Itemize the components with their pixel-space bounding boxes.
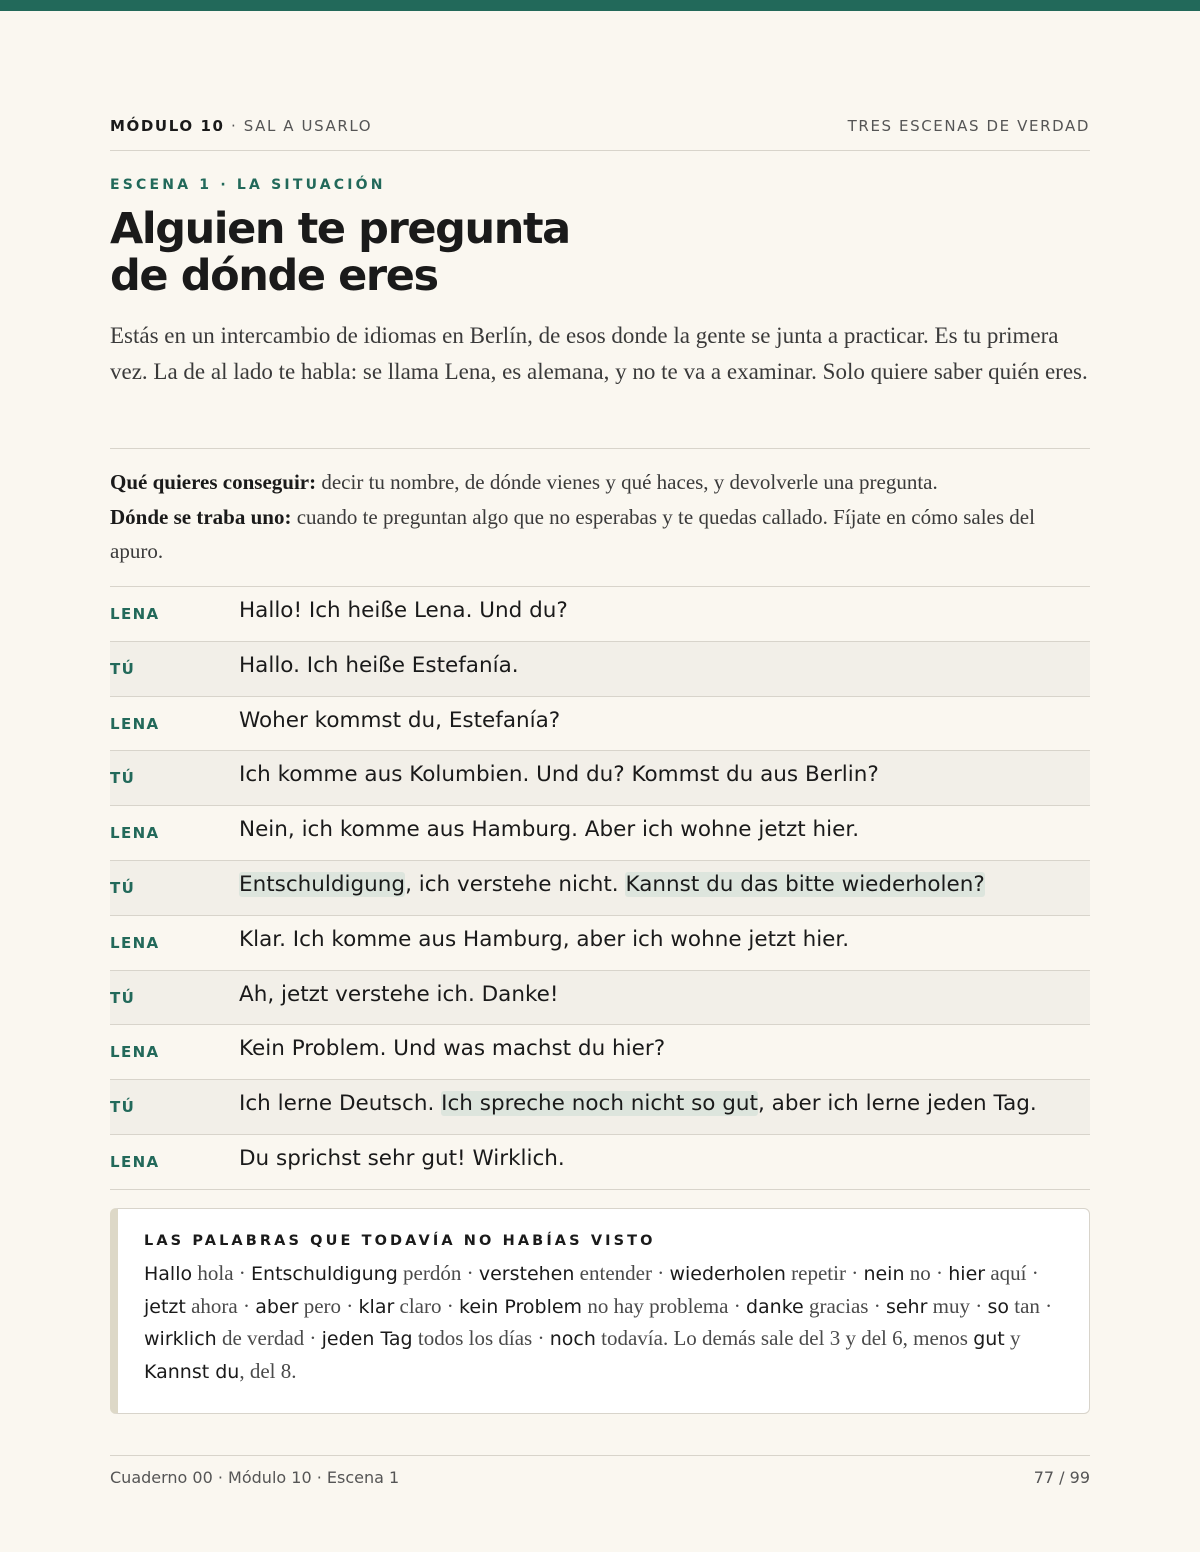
vocab-translation: de verdad [221,1326,305,1350]
line-text: Kein Problem. Und was machst du hier? [239,1036,666,1062]
goals-paragraph [110,465,1090,569]
vocab-translation: claro [399,1293,442,1318]
dialogue-row [110,587,1090,642]
stuck-label: Dónde se traba uno: [110,504,292,529]
line-text: Woher kommst du, Estefanía? [239,707,561,733]
vocab-translation: todavía [601,1326,663,1350]
vocab-heading: LAS PALABRAS QUE TODAVÍA NO HABÍAS VISTO [144,1233,656,1249]
dialogue-table [110,586,1090,1190]
vocab-german-word: danke [745,1295,804,1318]
speaker-label: LENA [110,605,160,623]
vocab-german-word: jeden Tag [321,1328,413,1350]
dialogue-line [239,872,985,897]
running-head-right: TRES ESCENAS DE VERDAD [847,117,1090,135]
line-text: Nein, ich komme aus Hamburg. Aber ich wohne jetzt hier. [239,817,860,843]
line-text: , ich verstehe nicht. [405,871,626,897]
dialogue-row [110,1025,1090,1080]
speaker-label: TÚ [110,769,136,788]
goal-label: Qué quieres conseguir: [110,470,317,494]
vocab-list: Hallo hola · Entschuldigung perdón · verstehen entender · wiederholen repetir · nein no · hier aquí · jetzt ahora · aber pero · klar claro · kein Problem no hay problema · danke gracias · sehr muy · so tan · wirklich de verdad · jeden Tag todos los días · noch todavía. Lo demás sale del 3 y del 6, menos gut y Kannst du, del 8. [144,1261,1053,1383]
line-text: Ich lerne Deutsch. [239,1091,442,1117]
vocab-german-word: Kannst du [144,1360,240,1383]
running-head-left [110,117,372,135]
vocab-german-word: so [987,1295,1010,1318]
vocab-german-word: verstehen [478,1263,575,1285]
highlighted-phrase: Kannst du das bitte wiederholen? [625,871,985,897]
line-text: , aber ich lerne jeden Tag. [757,1091,1037,1117]
divider [110,448,1090,449]
line-text: Ah, jetzt verstehe ich. Danke! [239,981,559,1007]
module-subtitle: · SAL A USARLO [230,117,373,135]
module-label: MÓDULO 10 [110,117,225,135]
top-accent-bar [0,0,1200,11]
vocab-german-word: Hallo [144,1263,193,1285]
footer-divider [110,1455,1090,1456]
line-text: Hallo. Ich heiße Estefanía. [239,652,519,678]
vocab-translation: perdón [403,1261,462,1285]
vocab-german-word: noch [549,1328,596,1350]
dialogue-row [110,697,1090,752]
vocab-translation: tan [1014,1293,1040,1318]
vocab-german-word: Entschuldigung [251,1263,398,1285]
stuck-text: cuando te preguntan algo que no esperabas y te quedas callado. Fíjate en cómo sales del apuro. [110,504,1035,563]
dialogue-line [239,708,560,733]
intro-paragraph: Estás en un intercambio de idiomas en Berlín, de esos donde la gente se junta a practicar. Es tu primera vez. La de al lado te habla: se llama Lena, es alemana, y no te va a examinar. Solo quiere saber quién eres. [110,323,1088,384]
dialogue-line [239,1036,665,1061]
highlighted-phrase: Ich spreche noch nicht so gut [441,1091,758,1117]
vocab-german-word: hier [948,1263,986,1285]
line-text: Du sprichst sehr gut! Wirklich. [239,1145,565,1171]
vocab-german-word: sehr [885,1295,928,1318]
dialogue-line [239,762,879,787]
vocab-translation: aquí [990,1261,1027,1285]
vocab-translation: ahora [191,1293,238,1318]
line-text: Ich komme aus Kolumbien. Und du? Kommst du aus Berlin? [239,762,879,788]
dialogue-line [239,598,568,623]
speaker-label: LENA [110,1152,160,1171]
footer [110,1468,1090,1487]
vocab-translation: no [909,1261,931,1285]
vocab-german-word: nein [863,1263,905,1285]
page-number: 77 / 99 [1033,1468,1090,1487]
scene-kicker: ESCENA 1 · LA SITUACIÓN [110,177,386,193]
vocab-translation: pero [303,1293,342,1318]
dialogue-row [110,916,1090,971]
speaker-label: TÚ [110,878,136,897]
dialogue-line [239,927,849,952]
speaker-label: LENA [110,714,160,733]
vocab-german-word: klar [358,1295,395,1318]
dialogue-row [110,642,1090,697]
vocab-german-word: wiederholen [669,1263,786,1285]
vocab-translation: repetir [791,1261,846,1285]
dialogue-row [110,1080,1090,1135]
speaker-label: TÚ [110,988,136,1007]
vocab-note: y [1004,1326,1021,1350]
vocab-translation: muy [932,1293,970,1318]
vocab-translation: hola [197,1261,234,1285]
dialogue-row [110,1135,1090,1190]
running-head [110,117,1090,151]
speaker-label: LENA [110,1043,160,1062]
vocab-note: . Lo demás sale del 3 y del 6, menos [662,1326,974,1350]
vocab-german-word: aber [255,1295,299,1318]
vocab-note: , del 8. [239,1358,297,1383]
vocab-translation: no hay problema [587,1293,729,1318]
vocab-translation: todos los días [417,1326,533,1350]
dialogue-line [239,653,519,678]
vocab-box [110,1208,1090,1414]
line-text: Klar. Ich komme aus Hamburg, aber ich wohne jetzt hier. [239,926,850,952]
footer-left: Cuaderno 00 · Módulo 10 · Escena 1 [110,1468,400,1487]
vocab-german-word: kein Problem [459,1295,583,1318]
dialogue-row [110,861,1090,916]
dialogue-row [110,806,1090,861]
speaker-label: TÚ [110,1098,136,1117]
dialogue-line [239,817,859,842]
highlighted-phrase: Entschuldigung [239,871,406,897]
dialogue-row [110,971,1090,1026]
speaker-label: TÚ [110,659,136,678]
vocab-translation: gracias [808,1293,869,1318]
vocab-german-word: gut [973,1328,1005,1350]
speaker-label: LENA [110,824,160,843]
line-text: Hallo! Ich heiße Lena. Und du? [239,598,568,623]
dialogue-line [239,982,559,1007]
vocab-german-word: jetzt [144,1295,186,1318]
speaker-label: LENA [110,933,160,952]
vocab-german-word: wirklich [144,1328,217,1350]
goal-text: decir tu nombre, de dónde vienes y qué haces, y devolverle una pregunta. [316,470,938,494]
dialogue-line [239,1146,565,1171]
vocab-translation: entender [579,1261,652,1285]
page-title: Alguien te pregunta de dónde eres [110,204,570,301]
dialogue-line [239,1091,1037,1116]
dialogue-row [110,751,1090,806]
